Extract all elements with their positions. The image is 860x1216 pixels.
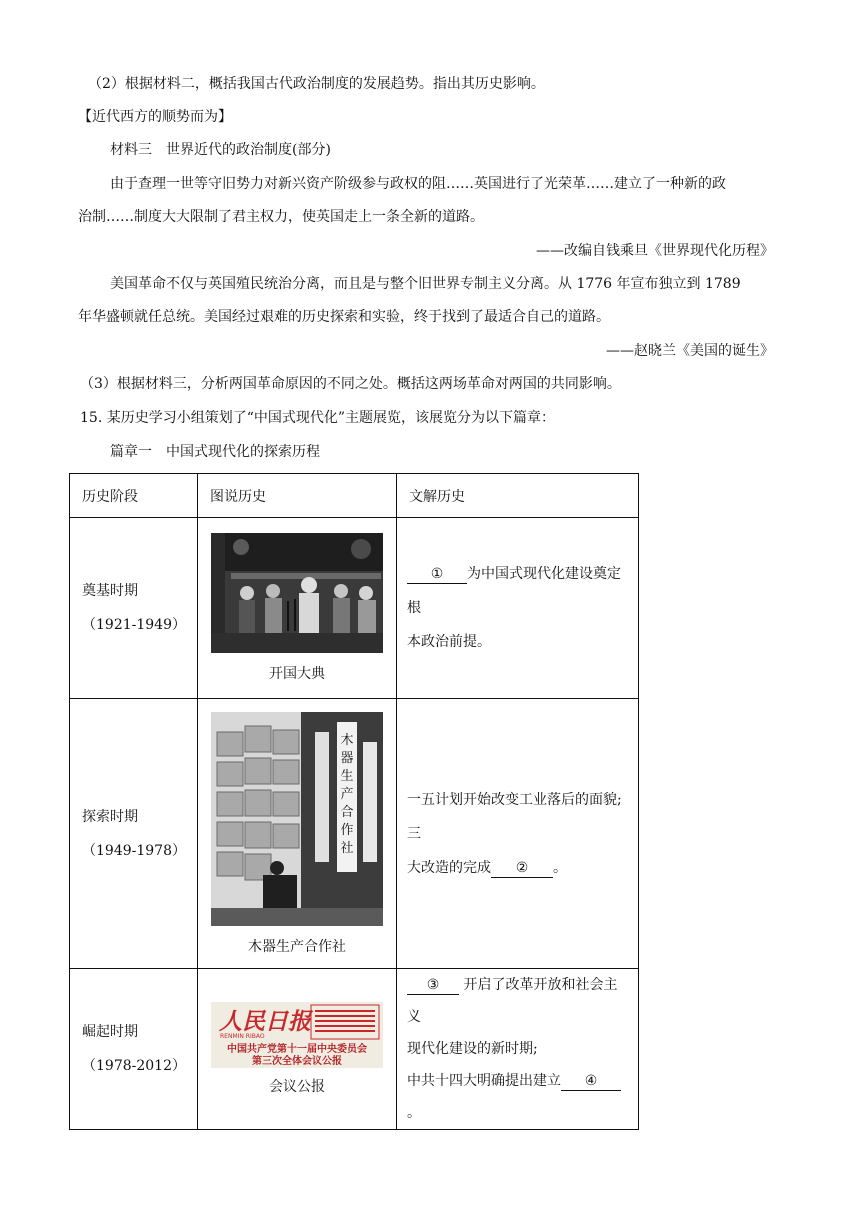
svg-text:器: 器	[340, 750, 354, 766]
table-row	[70, 969, 639, 1130]
row-2-text-b-post: 。	[553, 859, 567, 876]
newspaper-headline-2: 第三次全体会议公报	[252, 1056, 342, 1067]
stage-cell	[70, 518, 198, 699]
question-3: （3）根据材料三，分析两国革命原因的不同之处。概括这两场革命对两国的共同影响。	[80, 376, 621, 392]
picture-cell	[198, 969, 397, 1130]
stage-name: 奠基时期	[82, 583, 138, 599]
text-cell	[397, 699, 639, 969]
text-cell	[397, 518, 639, 699]
table-header-row	[70, 474, 639, 518]
answer-blank-1[interactable]: ①	[407, 565, 467, 584]
newspaper-pinyin: RENMIN RIBAO	[220, 1033, 265, 1040]
row-3-text-b: 现代化建设的新时期;	[407, 1041, 538, 1057]
exploration-table	[69, 473, 639, 1130]
material-3-paragraph-2-line-1: 美国革命不仅与英国殖民统治分离，而且是与整个旧世界专制主义分离。从 1776 年宣布独立到 1789	[110, 276, 741, 292]
material-3-paragraph-1-line-2: 治制……制度大大限制了君主权力，使英国走上一条全新的道路。	[78, 209, 484, 225]
answer-blank-4[interactable]: ④	[561, 1072, 621, 1091]
communique-newspaper-photo	[211, 1002, 383, 1068]
row-3-text-a: 开启了改革开放和社会主义	[407, 977, 618, 1025]
material-3-paragraph-1-line-1: 由于查理一世等守旧势力对新兴资产阶级参与政权的阻……英国进行了光荣革……建立了一种新的政	[110, 176, 726, 192]
picture-cell	[198, 518, 397, 699]
svg-text:产: 产	[340, 786, 354, 802]
founding-ceremony-photo	[211, 533, 383, 653]
stage-cell	[70, 699, 198, 969]
stage-name: 探索时期	[82, 808, 138, 825]
chapter-1-title: 篇章一 中国式现代化的探索历程	[110, 444, 320, 460]
answer-blank-2[interactable]: ②	[491, 859, 553, 878]
row-2-text-b-pre: 大改造的完成	[407, 859, 491, 876]
material-3-source-2: ——赵晓兰《美国的诞生》	[606, 343, 774, 359]
row-1-text-a: 为中国式现代化建设奠定根	[407, 566, 621, 616]
picture-caption: 木器生产合作社	[248, 938, 346, 955]
stage-years: （1921-1949）	[82, 617, 186, 633]
picture-caption: 开国大典	[269, 666, 325, 682]
stage-cell	[70, 969, 198, 1130]
question-2: （2）根据材料二，概括我国古代政治制度的发展趋势。指出其历史影响。	[88, 76, 545, 92]
svg-text:社: 社	[340, 840, 354, 856]
header-picture: 图说历史	[198, 474, 397, 518]
svg-text:木: 木	[340, 732, 354, 748]
answer-blank-3[interactable]: ③	[407, 976, 459, 995]
material-3-title: 材料三 世界近代的政治制度(部分)	[110, 142, 331, 158]
question-15: 15. 某历史学习小组策划了“中国式现代化”主题展览，该展览分为以下篇章：	[80, 410, 556, 426]
row-1-text-b: 本政治前提。	[407, 634, 491, 650]
row-2-text-a: 一五计划开始改变工业落后的面貌;三	[407, 791, 622, 842]
svg-text:生: 生	[340, 768, 354, 784]
material-3-paragraph-2-line-2: 年华盛顿就任总统。美国经过艰难的历史探索和实验，终于找到了最适合自己的道路。	[78, 309, 610, 325]
picture-cell	[198, 699, 397, 969]
stage-years: （1949-1978）	[82, 842, 186, 859]
woodware-cooperative-photo	[211, 712, 383, 926]
row-3-text-c-post: 。	[407, 1105, 421, 1121]
text-cell	[397, 969, 639, 1130]
table-row	[70, 699, 639, 969]
header-text: 文解历史	[397, 474, 639, 518]
row-3-text-c-pre: 中共十四大明确提出建立	[407, 1073, 561, 1089]
material-3-source-1: ——改编自钱乘旦《世界现代化历程》	[536, 243, 774, 259]
header-stage: 历史阶段	[70, 474, 198, 518]
newspaper-headline-1: 中国共产党第十一届中央委员会	[227, 1044, 367, 1055]
svg-text:作: 作	[340, 822, 354, 838]
stage-years: （1978-2012）	[82, 1058, 186, 1074]
picture-caption: 会议公报	[269, 1079, 325, 1095]
table-row	[70, 518, 639, 699]
svg-text:合: 合	[340, 804, 354, 820]
newspaper-masthead: 人民日报	[219, 1008, 311, 1035]
section-heading: 【近代西方的顺势而为】	[78, 109, 232, 125]
stage-name: 崛起时期	[82, 1024, 138, 1040]
